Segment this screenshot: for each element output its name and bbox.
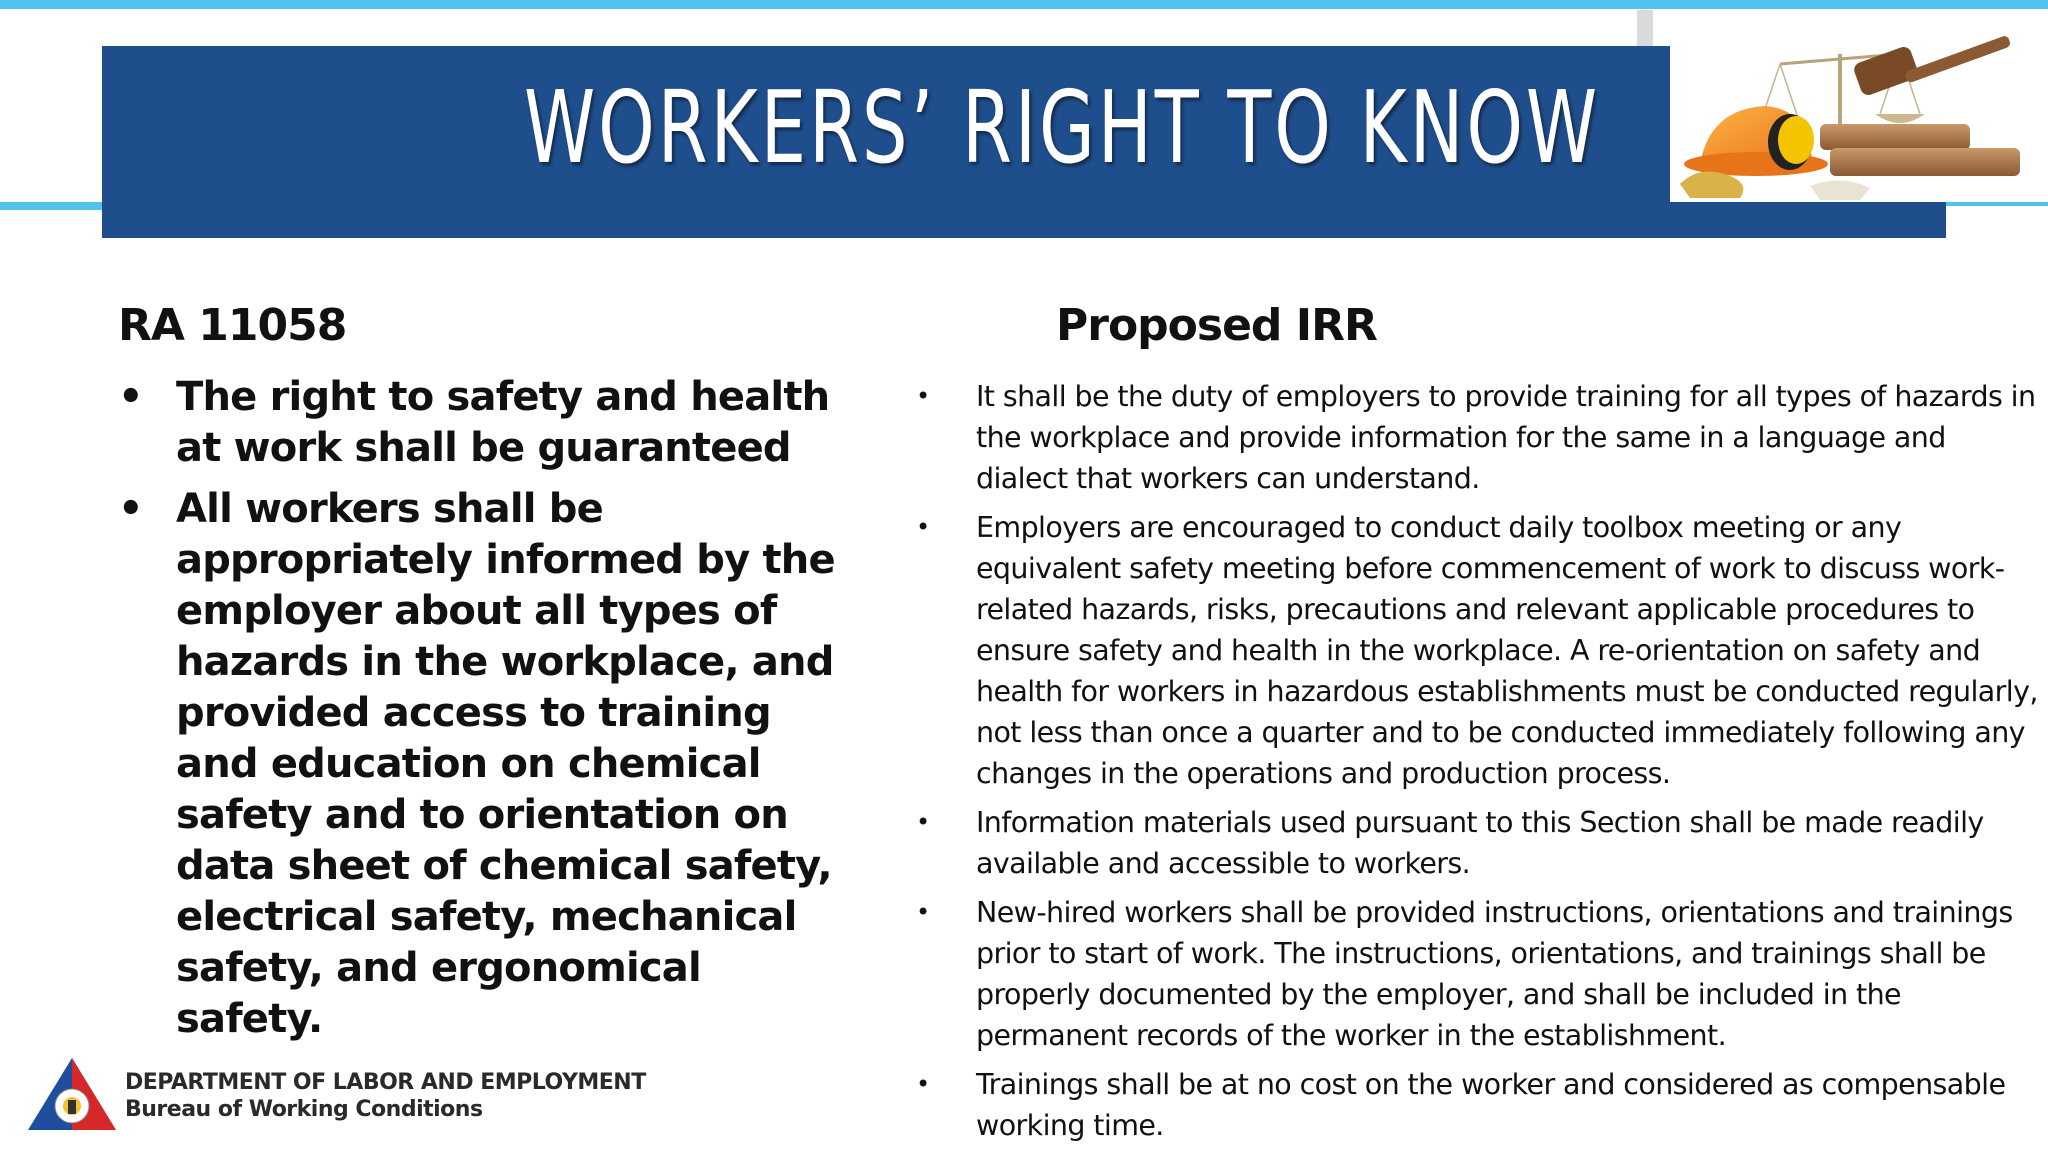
bullet-icon: • bbox=[916, 898, 930, 926]
list-item bbox=[916, 507, 2040, 794]
bullet-icon: • bbox=[118, 374, 143, 420]
footer-bureau-name: Bureau of Working Conditions bbox=[125, 1097, 483, 1122]
bullet-icon: • bbox=[916, 513, 930, 541]
bullet-text: It shall be the duty of employers to provide training for all types of hazards in the workplace and provide information for the same in a language and dialect that workers can understand. bbox=[976, 380, 2036, 495]
bullet-text: Information materials used pursuant to this Section shall be made readily available and accessible to workers. bbox=[976, 806, 1984, 880]
left-column-heading: RA 11058 bbox=[118, 300, 347, 351]
bullet-text: Trainings shall be at no cost on the worker and considered as compensable working time. bbox=[976, 1068, 2006, 1142]
list-item bbox=[118, 484, 858, 1045]
divider-tick bbox=[1637, 10, 1653, 46]
bullet-icon: • bbox=[916, 382, 930, 410]
gavel-scales-hardhat-icon bbox=[1670, 14, 2048, 202]
left-accent-line bbox=[0, 202, 104, 210]
left-bullet-list bbox=[118, 372, 858, 1055]
bullet-icon: • bbox=[916, 808, 930, 836]
bullet-text: The right to safety and health at work shall be guaranteed bbox=[176, 374, 830, 471]
list-item bbox=[916, 802, 2040, 884]
list-item bbox=[118, 372, 858, 474]
list-item bbox=[916, 892, 2040, 1056]
dole-logo-icon bbox=[24, 1054, 120, 1134]
list-item bbox=[916, 1064, 2040, 1146]
bullet-text: Employers are encouraged to conduct daily toolbox meeting or any equivalent safety meeting before commencement of work to discuss work-related hazards, risks, precautions and relevant applicable procedures to ensure safety and health in the workplace. A re-orientation on safety and health for workers in hazardous establishments must be conducted regularly, not less than once a quarter and to be conducted immediately following any changes in the operations and production process. bbox=[976, 511, 2038, 790]
top-accent-line bbox=[0, 0, 2048, 9]
bullet-text: All workers shall be appropriately informed by the employer about all types of hazards in the workplace, and provided access to training and education on chemical safety and to orientation on data sheet of chemical safety, electrical safety, mechanical safety, and ergonomical safety. bbox=[176, 486, 835, 1042]
right-bullet-list bbox=[916, 376, 2040, 1152]
slide-title: WORKERS’ RIGHT TO KNOW bbox=[523, 69, 1600, 186]
bullet-icon: • bbox=[916, 1070, 930, 1098]
bullet-icon: • bbox=[118, 486, 143, 532]
bullet-text: New-hired workers shall be provided instructions, orientations and trainings prior to start of work. The instructions, orientations, and trainings shall be properly documented by the employer, and shall be included in the permanent records of the worker in the establishment. bbox=[976, 896, 2013, 1052]
footer-org-name: DEPARTMENT OF LABOR AND EMPLOYMENT bbox=[125, 1070, 646, 1095]
list-item bbox=[916, 376, 2040, 499]
right-column-heading: Proposed IRR bbox=[1056, 300, 1377, 351]
